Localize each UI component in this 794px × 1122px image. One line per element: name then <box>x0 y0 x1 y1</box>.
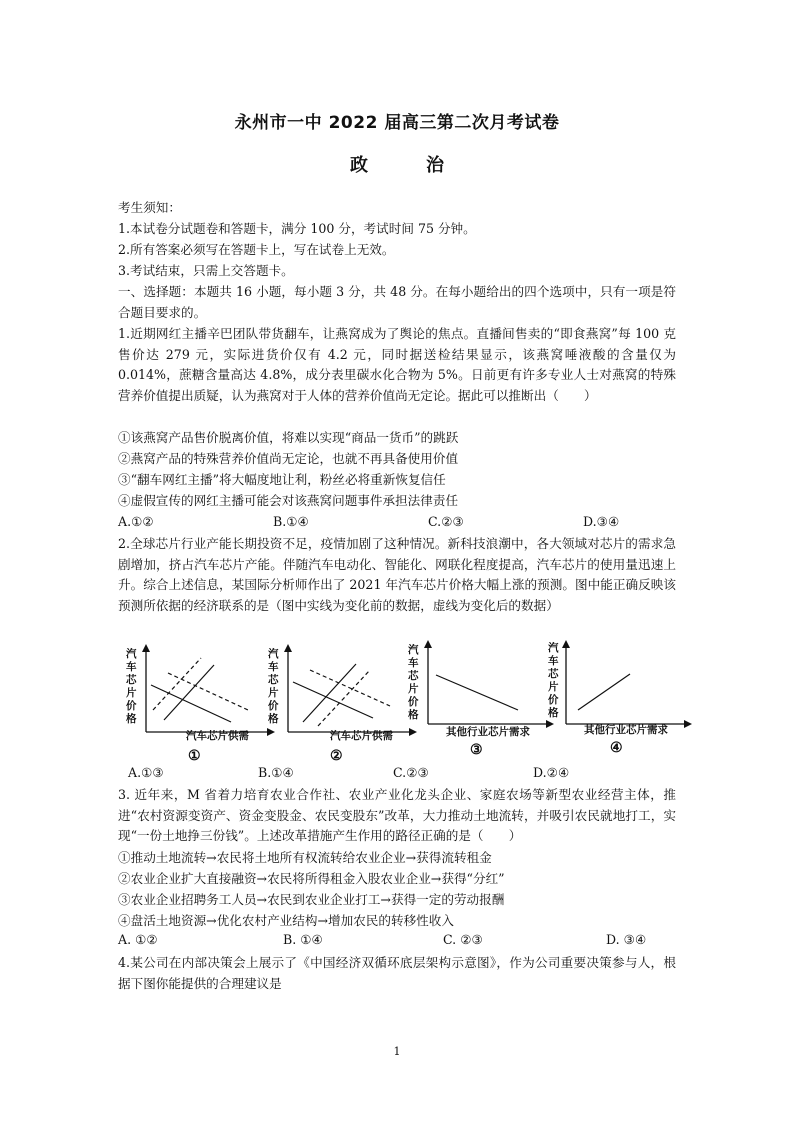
graph-1-demand-dashed <box>168 673 248 710</box>
graph-4-plot <box>548 640 698 770</box>
graph-1-supply-solid <box>164 665 214 720</box>
q2-option-c: C.②③ <box>393 765 429 780</box>
graph-3-xlabel: 其他行业芯片需求 <box>446 726 530 738</box>
graph-3-y-arrow <box>424 640 432 648</box>
q3-option-c: C. ②③ <box>443 932 483 947</box>
q3-option-a: A. ①② <box>118 932 158 947</box>
graph-4-ylabel: 汽车芯片价格 <box>548 642 559 719</box>
q1-stem: 1.近期网红主播辛巴团队带货翻车，让燕窝成为了舆论的焦点。直播间售卖的“即食燕窝”每 100 克售价达 279 元，实际进货价仅有 4.2 元，同时据送检结果显示，该燕窝唾液酸的含量仅为 0.014%，蔗糖含量高达 4.8%，成分表里碳水化合物为 5%。日前更有许多专业人士对燕窝的特殊营养价值提出质疑，认为燕窝对于人体的营养价值尚无定论。据此可以推断出（ ） <box>118 326 676 403</box>
graph-4-number: ④ <box>610 740 623 756</box>
graph-1-number: ① <box>188 748 201 764</box>
q1-option-c: C.②③ <box>428 514 464 529</box>
graph-1-plot <box>126 640 276 770</box>
graph-4-xlabel: 其他行业芯片需求 <box>584 724 668 736</box>
q4-stem: 4.某公司在内部决策会上展示了《中国经济双循环底层架构示意图》，作为公司重要决策参与人，根据下图你能提供的合理建议是 <box>118 955 676 991</box>
q3-statement-1: ①推动土地流转→农民将土地所有权流转给农业企业→获得流转租金 <box>118 850 492 865</box>
q3-statement-4: ④盘活土地资源→优化农村产业结构→增加农民的转移性收入 <box>118 913 454 928</box>
q2-graph-3 <box>408 640 558 770</box>
exam-title: 永州市一中 2022 届高三第二次月考试卷 <box>234 113 560 133</box>
q1-option-a: A.①② <box>118 514 154 529</box>
graph-3-number: ③ <box>470 742 483 758</box>
graph-3-line <box>436 675 518 710</box>
graph-3-plot <box>408 640 558 770</box>
graph-2-plot <box>268 640 418 770</box>
graph-1-ylabel: 汽车芯片价格 <box>126 648 137 725</box>
q3-option-b: B. ①④ <box>283 932 323 947</box>
q3-statement-3: ③农业企业招聘务工人员→农民到农业企业打工→获得一定的劳动报酬 <box>118 892 505 907</box>
graph-2-xlabel: 汽车芯片供需 <box>330 730 393 742</box>
q1-statement-3: ③“翻车网红主播”将大幅度地让利，粉丝必将重新恢复信任 <box>118 472 446 487</box>
graph-3-ylabel: 汽车芯片价格 <box>408 644 419 721</box>
q2-option-b: B.①④ <box>258 765 294 780</box>
q3-option-d: D. ③④ <box>606 932 647 947</box>
q1-statement-2: ②燕窝产品的特殊营养价值尚无定论，也就不再具备使用价值 <box>118 451 459 466</box>
graph-1-y-arrow <box>142 644 150 652</box>
q2-graph-2 <box>268 640 418 770</box>
q2-option-a: A.①③ <box>128 765 164 780</box>
section-instructions: 一、选择题：本题共 16 小题，每小题 3 分，共 48 分。在每小题给出的四个选项中，只有一项是符合题目要求的。 <box>118 284 676 320</box>
q3-statement-2: ②农业企业扩大直接融资→农民将所得租金入股农业企业→获得“分红” <box>118 871 505 886</box>
graph-2-supply-dashed <box>318 670 370 726</box>
notice-item-2: 2.所有答案必须写在答题卡上，写在试卷上无效。 <box>118 242 395 257</box>
graph-4-y-arrow <box>562 640 570 648</box>
q2-graph-1 <box>126 640 276 770</box>
q1-option-d: D.③④ <box>583 514 620 529</box>
q3-stem: 3. 近年来，M 省着力培育农业合作社、农业产业化龙头企业、家庭农场等新型农业经营主体，推进“农村资源变资产、资金变股金、农民变股东”改革，大力推动土地流转，并吸引农民就地打工，实现“一份土地挣三份钱”。上述改革措施产生作用的路径正确的是（ ） <box>118 787 676 844</box>
graph-2-demand-solid <box>293 682 373 718</box>
graph-2-number: ② <box>330 748 343 764</box>
q1-options <box>118 514 678 534</box>
graph-4-x-arrow <box>684 720 692 728</box>
q1-statement-4: ④虚假宣传的网红主播可能会对该燕窝问题事件承担法律责任 <box>118 493 459 508</box>
notice-item-1: 1.本试卷分试题卷和答题卡，满分 100 分，考试时间 75 分钟。 <box>118 221 476 236</box>
notice-item-3: 3.考试结束，只需上交答题卡。 <box>118 263 294 278</box>
graph-2-y-arrow <box>284 644 292 652</box>
q2-stem: 2.全球芯片行业产能长期投资不足，疫情加剧了这种情况。新科技浪潮中，各大领域对芯片的需求急剧增加，挤占汽车芯片产能。伴随汽车电动化、智能化、网联化程度提高，汽车芯片的使用量迅速上升。综合上述信息，某国际分析师作出了 2021 年汽车芯片价格大幅上涨的预测。图中能正确反映该预测所依据的经济联系的是（图中实线为变化前的数据，虚线为变化后的数据） <box>118 536 676 613</box>
q1-statement-1: ①该燕窝产品售价脱离价值，将难以实现“商品一货币”的跳跃 <box>118 430 459 445</box>
page-number: 1 <box>393 1045 401 1058</box>
graph-1-supply-dashed <box>153 658 201 710</box>
q3-options <box>118 932 678 952</box>
q2-graph-4 <box>548 640 698 770</box>
q2-option-d: D.②④ <box>533 765 570 780</box>
graph-1-xlabel: 汽车芯片供需 <box>186 730 249 742</box>
exam-subject: 政 治 <box>350 155 464 176</box>
notice-heading: 考生须知： <box>118 200 181 215</box>
q2-options <box>118 765 678 785</box>
q1-option-b: B.①④ <box>273 514 309 529</box>
graph-4-line <box>578 674 630 710</box>
graph-2-ylabel: 汽车芯片价格 <box>268 648 279 725</box>
